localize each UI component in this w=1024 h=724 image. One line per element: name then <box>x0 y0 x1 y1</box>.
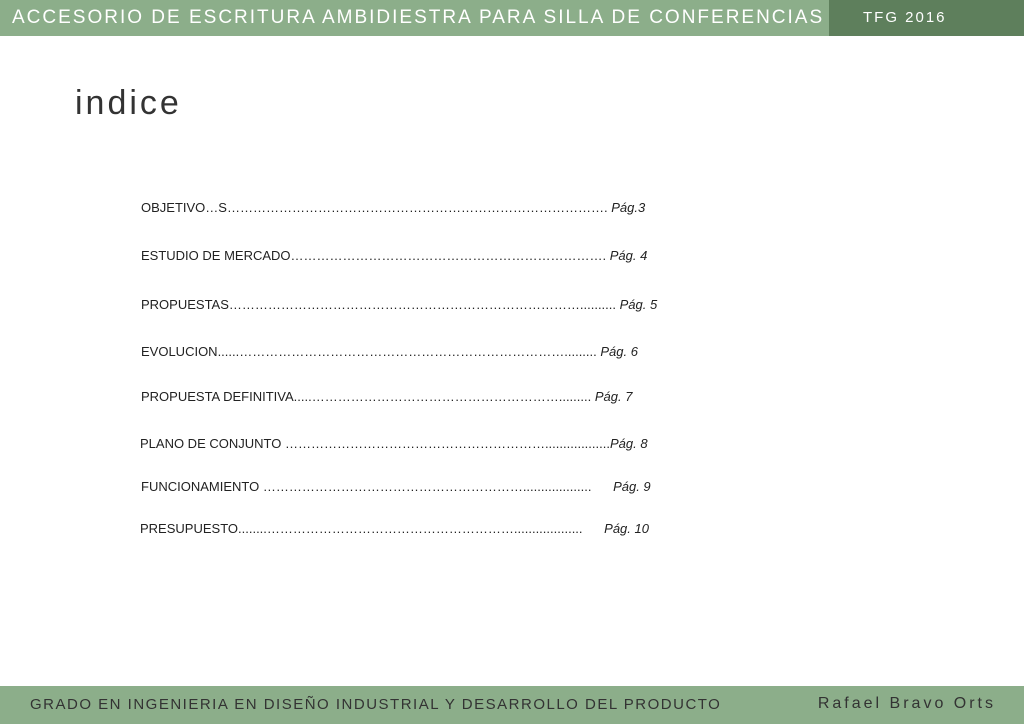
toc-entry-propuestas <box>141 297 657 312</box>
page-title: indice <box>75 84 182 122</box>
document-title: ACCESORIO DE ESCRITURA AMBIDIESTRA PARA SILLA DE CONFERENCIAS <box>0 0 829 36</box>
toc-entry-label: PROPUESTAS……………………………………………………………………….......... <box>141 297 617 312</box>
toc-entry-page: Pág. 5 <box>619 297 658 312</box>
toc-entry-label: PROPUESTA DEFINITIVA.....…………………………………………………......... <box>141 389 592 404</box>
toc-entry-page: Pág. 7 <box>594 389 633 404</box>
toc-entry-page: Pág. 6 <box>600 344 638 359</box>
toc-entry-label: PLANO DE CONJUNTO …………………………………………………….................. <box>140 436 610 451</box>
toc-entry-estudio-de-mercado <box>141 248 647 263</box>
toc-entry-evolucion <box>141 344 638 359</box>
toc-entry-label: FUNCIONAMIENTO ……………………………………………………................... <box>141 479 592 494</box>
toc-entry-funcionamiento <box>141 479 651 494</box>
degree-program: GRADO EN INGENIERIA EN DISEÑO INDUSTRIAL Y DESARROLLO DEL PRODUCTO <box>30 696 722 713</box>
toc-entry-page: Pág. 9 <box>613 479 651 494</box>
header-bar <box>0 0 1024 36</box>
toc-entry-label: PRESUPUESTO........…………………………………………………................... <box>140 521 583 536</box>
toc-entry-presupuesto <box>140 521 649 536</box>
author-name: Rafael Bravo Orts <box>817 695 996 712</box>
toc-entry-label: OBJETIVO…S……………………………………………………………………………. <box>141 200 608 215</box>
toc-entry-plano-de-conjunto <box>140 436 648 451</box>
toc-entry-page: Pág. 10 <box>604 521 649 536</box>
toc-entry-page: Pág. 4 <box>609 248 648 263</box>
document-tag: TFG 2016 <box>829 0 1024 36</box>
toc-entry-propuesta-definitiva <box>141 389 632 404</box>
footer-bar <box>0 686 1024 724</box>
toc-entry-label: EVOLUCION......…………………………………………………………………......... <box>141 344 597 359</box>
toc-entry-page: Pág. 8 <box>609 436 648 451</box>
toc-entry-objetivos <box>141 200 645 215</box>
toc-entry-label: ESTUDIO DE MERCADO………………………………………………………………. <box>141 248 607 263</box>
toc-entry-page: Pág.3 <box>611 200 646 215</box>
